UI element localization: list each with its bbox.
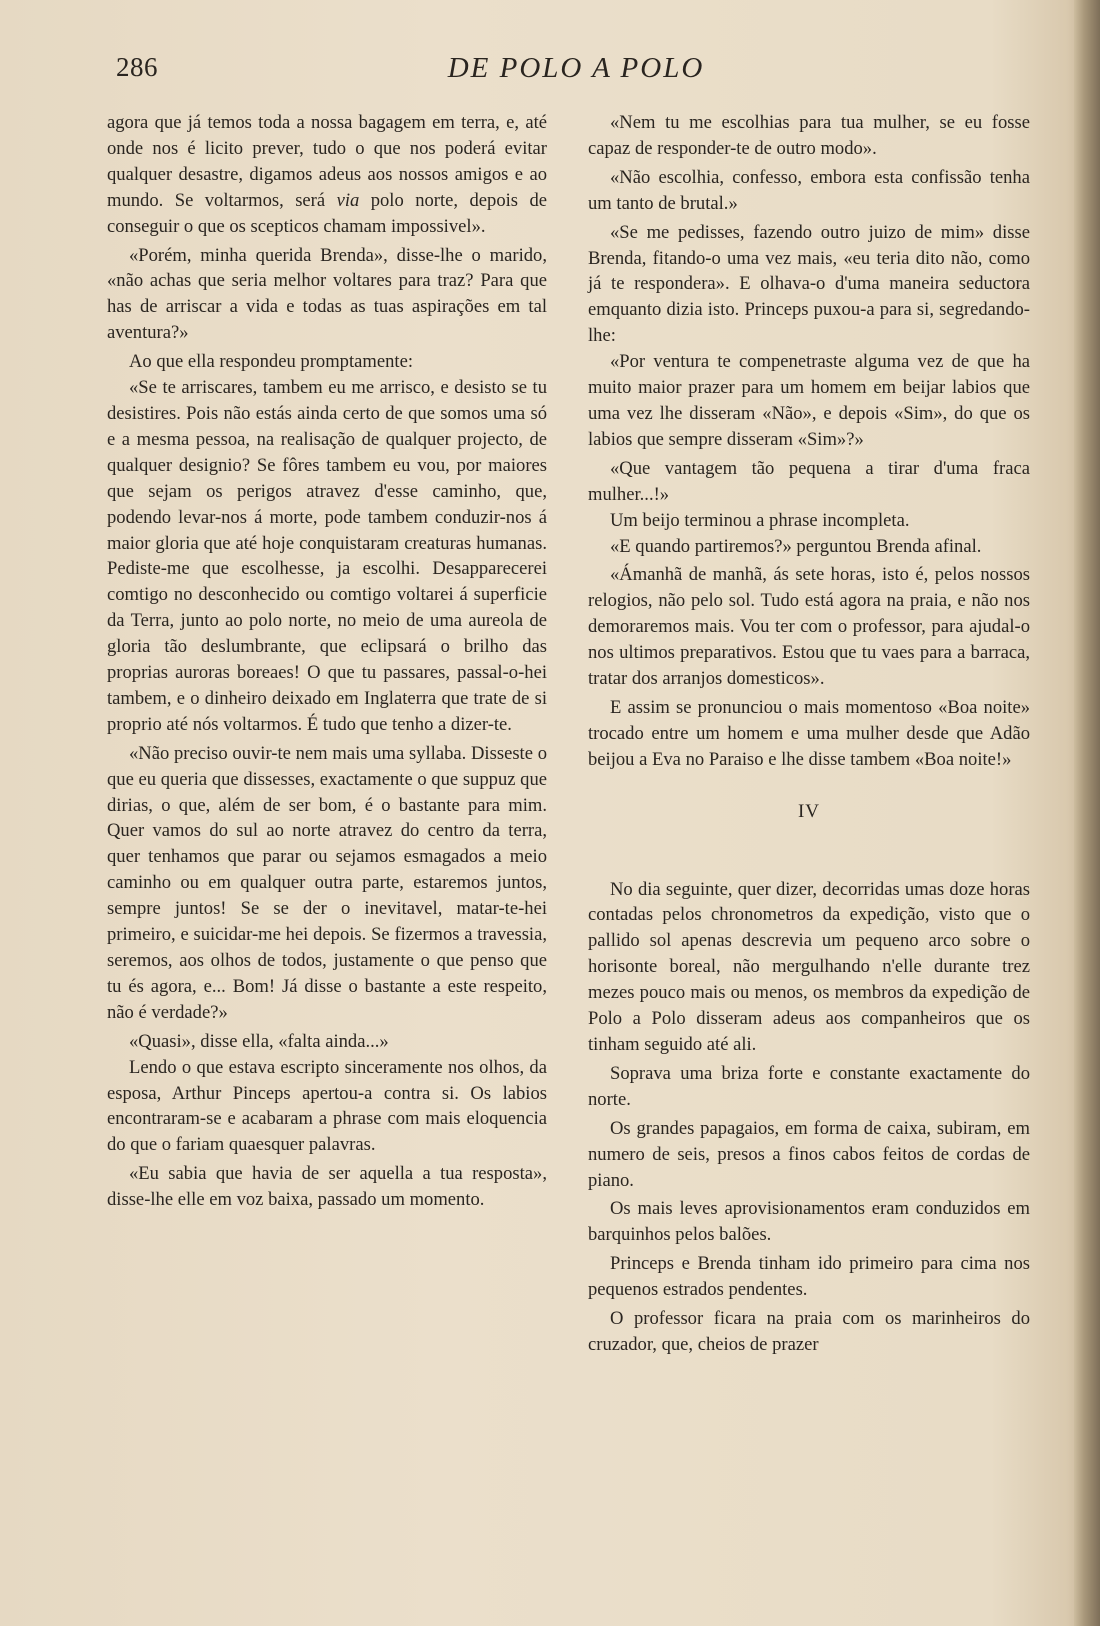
paragraph: «Eu sabia que havia de ser aquella a tua resposta», disse-lhe elle em voz baixa, passado um momento. (107, 1163, 547, 1211)
paragraph: O professor ficara na praia com os marinheiros do cruzador, que, cheios de prazer (588, 1308, 1030, 1355)
paragraph: «Não escolhia, confesso, embora esta confissão tenha um tanto de brutal.» (588, 166, 1030, 214)
paragraph: «Porém, minha querida Brenda», disse-lhe o marido, «não achas que seria melhor voltares para traz? Para que has de arriscar a vida e todas as tuas aspirações em tal aventura?» (107, 244, 547, 344)
paragraph: Lendo o que estava escripto sinceramente nos olhos, da esposa, Arthur Pinceps apertou-a contra si. Os labios encontraram-se e acabaram a phrase com mais eloquencia do que o fariam quaesquer palavras. (107, 1056, 547, 1156)
paragraph: «Por ventura te compenetraste alguma vez de que ha muito maior prazer para um homem em beijar labios que uma vez lhe disseram «Não», e depois «Sim», do que os labios que sempre disseram «Sim»?» (588, 351, 1030, 450)
paragraph: No dia seguinte, quer dizer, decorridas umas doze horas contadas pelos chronometros da expedição, visto que o pallido sol apenas descrevia um pequeno arco sobre o horisonte boreal, não mergulhando n'elle durante trez mezes pouco mais ou menos, os membros da expedição de Polo a Polo disseram adeus aos companheiros que os tinham seguido até ali. (588, 878, 1030, 1055)
section-heading: IV (797, 800, 821, 822)
paragraph: «Não preciso ouvir-te nem mais uma syllaba. Disseste o que eu queria que dissesses, exactamente o que suppuz que dirias, o que, além de ser bom, é o bastante para mim. Quer vamos do sul ao norte atravez do centro da terra, quer tenhamos que parar ou sejamos esmagados a meio caminho ou em qualquer outra parte, estaremos juntos, sempre juntos! Se se der o inevitavel, matar-te-hei primeiro, e suicidar-me hei depois. Se fizermos a travessia, seremos, aos olhos de todos, justamente o que penso que tu és agora, e... Bom! Já disse o bastante a este respeito, não é verdade?» (107, 742, 547, 1023)
paragraph: Soprava uma briza forte e constante exactamente do norte. (588, 1062, 1030, 1110)
paragraph-text: agora que já temos toda a nossa bagagem em terra, e, até onde nos é licito prever, tudo o que nos poderá evitar qualquer desastre, digamos adeus aos nossos amigos e ao mundo. Se voltarmos, será (107, 112, 547, 211)
paragraph: «Quasi», disse ella, «falta ainda...» (129, 1030, 389, 1052)
page-number: 286 (116, 52, 158, 82)
paragraph: Princeps e Brenda tinham ido primeiro para cima nos pequenos estrados pendentes. (588, 1253, 1030, 1301)
paragraph (107, 110, 547, 240)
right-column (588, 110, 1030, 1361)
paragraph: «E quando partiremos?» perguntou Brenda afinal. (610, 535, 982, 557)
paragraph: Os grandes papagaios, em forma de caixa, subiram, em numero de seis, presos a finos cabos feitos de cordas de piano. (588, 1117, 1030, 1191)
paragraph-text: polo norte, depois de conseguir o que os scepticos chamam impossivel». (107, 189, 547, 237)
paragraph: «Que vantagem tão pequena a tirar d'uma fraca mulher...!» (588, 457, 1030, 505)
left-column (107, 110, 547, 1216)
paragraph: Os mais leves aprovisionamentos eram conduzidos em barquinhos pelos balões. (588, 1198, 1030, 1246)
paragraph: «Se me pedisses, fazendo outro juizo de mim» disse Brenda, fitando-o uma vez mais, «eu teria dito não, como já te respondera». E olhava-o d'uma maneira seductora emquanto dizia isto. Princeps puxou-a para si, segredando-lhe: (588, 221, 1030, 347)
paragraph: E assim se pronunciou o mais momentoso «Boa noite» trocado entre um homem e uma mulher desde que Adão beijou a Eva no Paraiso e lhe disse tambem «Boa noite!» (588, 696, 1030, 770)
paragraph: Um beijo terminou a phrase incompleta. (610, 509, 910, 531)
paragraph: Ao que ella respondeu promptamente: (129, 351, 413, 373)
page-edge (1074, 0, 1100, 1626)
running-title: DE POLO A POLO (447, 52, 705, 84)
italic-word: via (336, 189, 360, 211)
paragraph: «Se te arriscares, tambem eu me arrisco, e desisto se tu desistires. Pois não estás ainda certo de que somos uma só e a mesma pessoa, na realisação de qualquer projecto, de qualquer designio? Se fôres tambem eu vou, por maiores que sejam os perigos atravez d'esse caminho, que, podendo levar-nos á morte, pode tambem conduzir-nos á maior gloria que até hoje conquistaram creaturas humanas. Pediste-me que escolhesse, ja escolhi. Desapparecerei comtigo no desconhecido ou comtigo voltarei á superficie da Terra, junto ao polo norte, no meio de uma aureola de gloria tão deslumbrante, que eclipsará o brilho das proprias auroras boreaes! O que tu passares, passal-o-hei tambem, e o dinheiro deixado em Inglaterra que trate de si proprio até nós voltarmos. É tudo que tenho a dizer-te. (107, 377, 547, 735)
paragraph: «Nem tu me escolhias para tua mulher, se eu fosse capaz de responder-te de outro modo». (588, 112, 1030, 159)
paragraph: «Ámanhã de manhã, ás sete horas, isto é, pelos nossos relogios, não pelo sol. Tudo está agora na praia, e não nos demoraremos mais. Vou ter com o professor, para ajudal-o nos ultimos preparativos. Estou que tu vaes para a barraca, tratar dos arranjos domesticos». (588, 564, 1030, 690)
page-header (116, 52, 1036, 92)
